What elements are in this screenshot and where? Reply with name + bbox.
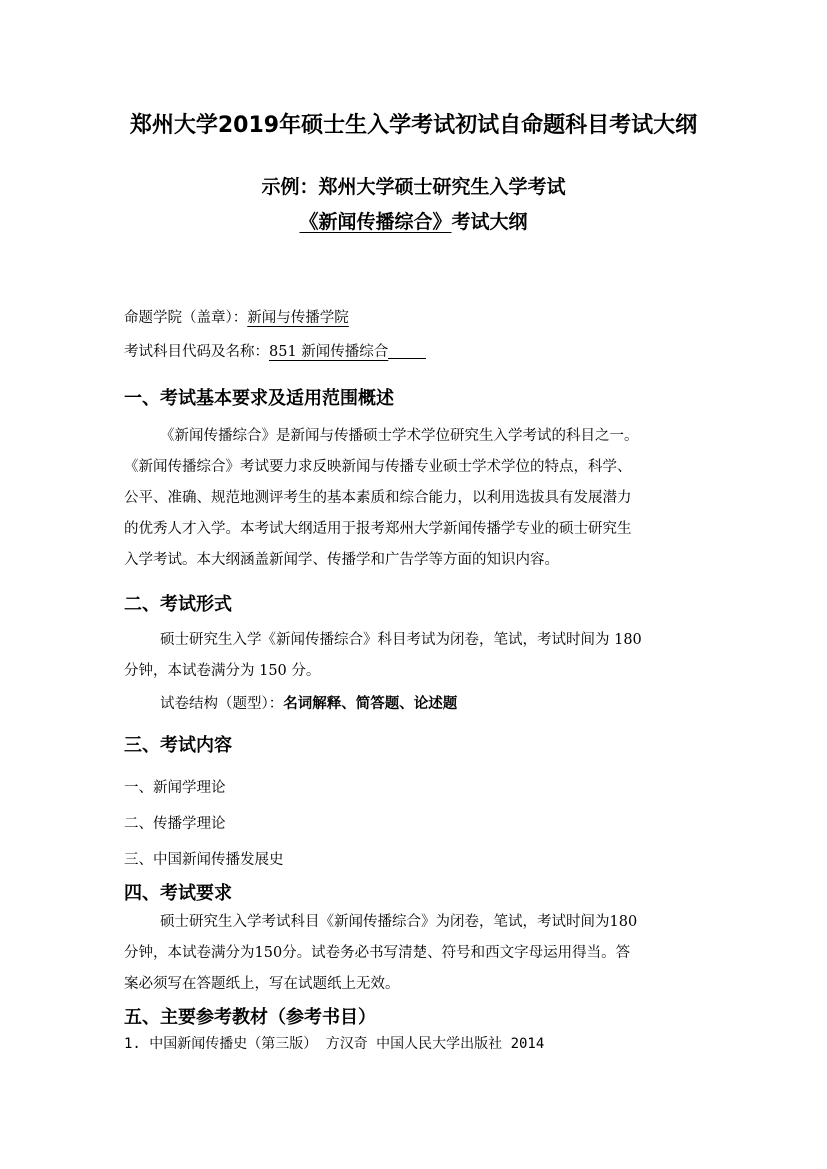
reference-item: 1. 中国新闻传播史（第三版） 方汉奇 中国人民大学出版社 2014 — [124, 1036, 545, 1052]
section-1-paragraph — [124, 421, 700, 576]
section-2-heading: 二、考试形式 — [124, 594, 232, 615]
college-line — [124, 306, 349, 327]
document-subtitle-course — [0, 207, 827, 234]
college-value: 新闻与传播学院 — [247, 310, 349, 326]
section-1-heading: 一、考试基本要求及适用范围概述 — [124, 388, 394, 409]
paragraph-line: 硕士研究生入学《新闻传播综合》科目考试为闭卷，笔试，考试时间为 180 — [160, 632, 642, 648]
paragraph-line: 入学考试。本大纲涵盖新闻学、传播学和广告学等方面的知识内容。 — [124, 552, 559, 568]
content-item-journalism: 一、新闻学理论 — [124, 780, 226, 796]
exam-structure-line — [160, 692, 457, 713]
section-4-paragraph — [124, 907, 700, 1000]
paragraph-line: 分钟，本试卷满分为150分。试卷务必书写清楚、符号和西文字母运用得当。答 — [124, 945, 631, 961]
course-suffix: 考试大纲 — [451, 211, 528, 233]
paragraph-line: 的优秀人才入学。本考试大纲适用于报考郑州大学新闻传播学专业的硕士研究生 — [124, 521, 632, 537]
paragraph-line: 案必须写在答题纸上，写在试题纸上无效。 — [124, 976, 400, 992]
document-title: 郑州大学2019年硕士生入学考试初试自命题科目考试大纲 — [129, 113, 698, 138]
course-name: 《新闻传播综合》 — [299, 211, 452, 233]
subject-line — [124, 340, 426, 361]
subject-value: 851 新闻传播综合 — [269, 344, 389, 360]
exam-structure-value: 名词解释、简答题、论述题 — [283, 696, 458, 712]
college-label: 命题学院（盖章）： — [124, 310, 248, 326]
paragraph-line: 硕士研究生入学考试科目《新闻传播综合》为闭卷，笔试，考试时间为180 — [160, 914, 638, 930]
subject-label: 考试科目代码及名称： — [124, 344, 269, 360]
paragraph-line: 《新闻传播综合》考试要力求反映新闻与传播专业硕士学术学位的特点，科学、 — [124, 459, 632, 475]
exam-structure-label: 试卷结构（题型）： — [160, 696, 284, 712]
section-4-heading: 四、考试要求 — [124, 883, 232, 904]
paragraph-line: 公平、准确、规范地测评考生的基本素质和综合能力，以利用选拔具有发展潜力 — [124, 490, 632, 506]
document-subtitle: 示例：郑州大学硕士研究生入学考试 — [261, 176, 566, 198]
paragraph-line: 分钟，本试卷满分为 150 分。 — [124, 663, 321, 679]
section-5-heading: 五、主要参考教材（参考书目） — [124, 1007, 376, 1028]
paragraph-line: 《新闻传播综合》是新闻与传播硕士学术学位研究生入学考试的科目之一。 — [160, 428, 639, 444]
section-3-heading: 三、考试内容 — [124, 735, 232, 756]
content-item-communication: 二、传播学理论 — [124, 816, 226, 832]
content-item-history: 三、中国新闻传播发展史 — [124, 852, 284, 868]
subject-underline-blank — [388, 342, 426, 359]
section-2-paragraph — [124, 625, 700, 687]
